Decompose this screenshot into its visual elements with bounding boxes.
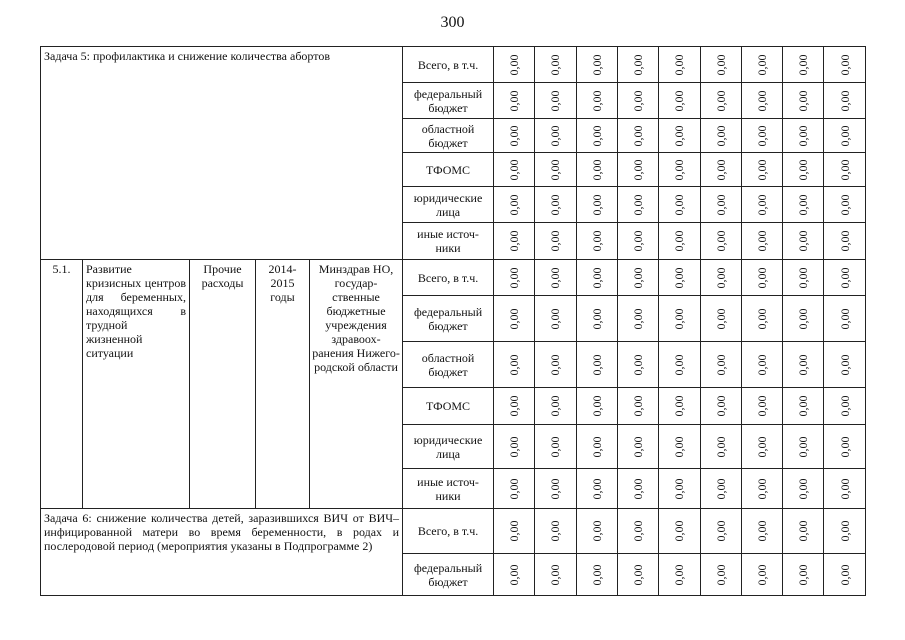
amount-value: 0,00: [507, 308, 522, 329]
amount-cell: [494, 119, 535, 153]
amount-value: 0,00: [589, 267, 604, 288]
amount-value: 0,00: [837, 564, 852, 585]
amount-cell: [535, 153, 576, 187]
amount-value: 0,00: [754, 54, 769, 75]
amount-cell: [576, 83, 617, 119]
amount-cell: [576, 260, 617, 296]
amount-value: 0,00: [754, 90, 769, 111]
amount-value: 0,00: [713, 395, 728, 417]
amount-cell: [824, 469, 865, 509]
amount-cell: [700, 187, 741, 223]
amount-value: 0,00: [507, 194, 522, 215]
amount-cell: [576, 425, 617, 469]
amount-cell: [535, 47, 576, 83]
amount-cell: [617, 187, 658, 223]
amount-cell: [700, 554, 741, 596]
amount-cell: [783, 153, 824, 187]
amount-cell: [783, 509, 824, 554]
amount-value: 0,00: [796, 230, 811, 252]
amount-cell: [659, 425, 700, 469]
funding-source: федеральный бюджет: [403, 554, 494, 596]
amount-value: 0,00: [837, 194, 852, 215]
amount-cell: [494, 388, 535, 425]
amount-cell: [700, 47, 741, 83]
amount-cell: [659, 47, 700, 83]
amount-value: 0,00: [548, 308, 563, 329]
amount-cell: [824, 187, 865, 223]
amount-value: 0,00: [589, 520, 604, 542]
amount-value: 0,00: [631, 267, 646, 288]
amount-value: 0,00: [548, 54, 563, 75]
amount-value: 0,00: [796, 520, 811, 542]
amount-value: 0,00: [631, 230, 646, 252]
amount-value: 0,00: [589, 478, 604, 499]
amount-value: 0,00: [507, 159, 522, 180]
amount-value: 0,00: [837, 159, 852, 180]
amount-cell: [824, 388, 865, 425]
amount-cell: [576, 469, 617, 509]
amount-cell: [576, 187, 617, 223]
amount-value: 0,00: [589, 564, 604, 585]
amount-value: 0,00: [589, 194, 604, 215]
amount-value: 0,00: [754, 308, 769, 329]
item-name: Развитие кризисных центров для беременных, находящихся в трудной жизненной ситуации: [83, 260, 190, 509]
funding-source: областной бюджет: [403, 119, 494, 153]
funding-source: иные источ-ники: [403, 469, 494, 509]
amount-cell: [783, 83, 824, 119]
amount-cell: [783, 554, 824, 596]
amount-value: 0,00: [754, 354, 769, 375]
amount-cell: [824, 509, 865, 554]
amount-value: 0,00: [589, 395, 604, 417]
amount-value: 0,00: [507, 230, 522, 252]
amount-cell: [783, 425, 824, 469]
funding-source: юридические лица: [403, 187, 494, 223]
amount-value: 0,00: [754, 564, 769, 585]
amount-cell: [617, 153, 658, 187]
table-row: [41, 47, 866, 83]
amount-cell: [576, 554, 617, 596]
amount-value: 0,00: [631, 520, 646, 542]
amount-value: 0,00: [672, 395, 687, 417]
amount-cell: [741, 469, 782, 509]
amount-value: 0,00: [548, 478, 563, 499]
amount-value: 0,00: [713, 520, 728, 542]
amount-value: 0,00: [672, 478, 687, 499]
amount-value: 0,00: [507, 436, 522, 457]
amount-value: 0,00: [672, 54, 687, 75]
amount-value: 0,00: [713, 230, 728, 252]
amount-value: 0,00: [837, 478, 852, 499]
amount-value: 0,00: [672, 159, 687, 180]
amount-cell: [494, 509, 535, 554]
amount-value: 0,00: [631, 194, 646, 215]
amount-value: 0,00: [796, 90, 811, 111]
amount-value: 0,00: [796, 267, 811, 288]
amount-cell: [576, 119, 617, 153]
amount-value: 0,00: [672, 230, 687, 252]
amount-cell: [659, 554, 700, 596]
amount-cell: [576, 153, 617, 187]
amount-cell: [741, 388, 782, 425]
amount-value: 0,00: [837, 436, 852, 457]
amount-cell: [824, 296, 865, 342]
amount-value: 0,00: [754, 478, 769, 499]
amount-cell: [783, 296, 824, 342]
amount-value: 0,00: [713, 267, 728, 288]
amount-value: 0,00: [672, 90, 687, 111]
amount-cell: [494, 187, 535, 223]
amount-cell: [659, 187, 700, 223]
amount-value: 0,00: [713, 308, 728, 329]
funding-source: Всего, в т.ч.: [403, 260, 494, 296]
amount-cell: [535, 223, 576, 260]
amount-value: 0,00: [754, 125, 769, 146]
amount-cell: [741, 509, 782, 554]
amount-cell: [700, 223, 741, 260]
amount-value: 0,00: [837, 395, 852, 417]
amount-cell: [741, 260, 782, 296]
amount-cell: [659, 83, 700, 119]
amount-cell: [824, 153, 865, 187]
amount-cell: [741, 223, 782, 260]
amount-cell: [700, 83, 741, 119]
amount-cell: [783, 260, 824, 296]
amount-cell: [700, 296, 741, 342]
amount-cell: [535, 469, 576, 509]
amount-value: 0,00: [713, 54, 728, 75]
amount-value: 0,00: [796, 194, 811, 215]
executor: Минздрав НО, государ-ственные бюджетные учреждения здравоох-ранения Нижего-родской области: [310, 260, 403, 509]
amount-value: 0,00: [796, 125, 811, 146]
amount-value: 0,00: [837, 520, 852, 542]
amount-value: 0,00: [713, 564, 728, 585]
amount-value: 0,00: [589, 159, 604, 180]
amount-cell: [576, 223, 617, 260]
amount-cell: [783, 47, 824, 83]
amount-value: 0,00: [548, 194, 563, 215]
amount-value: 0,00: [754, 159, 769, 180]
amount-value: 0,00: [754, 436, 769, 457]
funding-source: Всего, в т.ч.: [403, 47, 494, 83]
amount-cell: [741, 296, 782, 342]
amount-value: 0,00: [548, 564, 563, 585]
amount-cell: [576, 296, 617, 342]
amount-cell: [741, 187, 782, 223]
amount-cell: [700, 119, 741, 153]
amount-value: 0,00: [796, 54, 811, 75]
amount-cell: [659, 342, 700, 388]
amount-value: 0,00: [713, 478, 728, 499]
amount-value: 0,00: [548, 90, 563, 111]
amount-value: 0,00: [631, 159, 646, 180]
amount-value: 0,00: [507, 54, 522, 75]
amount-cell: [617, 509, 658, 554]
amount-value: 0,00: [548, 159, 563, 180]
amount-cell: [659, 296, 700, 342]
amount-value: 0,00: [796, 436, 811, 457]
amount-cell: [824, 425, 865, 469]
expense-type: Прочие расходы: [190, 260, 256, 509]
amount-value: 0,00: [837, 354, 852, 375]
amount-cell: [494, 47, 535, 83]
amount-value: 0,00: [631, 354, 646, 375]
amount-cell: [535, 296, 576, 342]
amount-value: 0,00: [672, 308, 687, 329]
amount-value: 0,00: [631, 395, 646, 417]
amount-value: 0,00: [548, 436, 563, 457]
amount-value: 0,00: [672, 194, 687, 215]
amount-value: 0,00: [837, 308, 852, 329]
amount-value: 0,00: [713, 436, 728, 457]
amount-value: 0,00: [548, 125, 563, 146]
amount-cell: [824, 47, 865, 83]
period: 2014-2015 годы: [256, 260, 310, 509]
page-number: 300: [440, 14, 465, 31]
amount-value: 0,00: [672, 354, 687, 375]
amount-cell: [741, 342, 782, 388]
amount-cell: [494, 260, 535, 296]
amount-cell: [659, 469, 700, 509]
amount-cell: [494, 469, 535, 509]
table-row: [41, 509, 866, 554]
table-row: [41, 260, 866, 296]
amount-cell: [576, 47, 617, 83]
amount-value: 0,00: [754, 267, 769, 288]
amount-cell: [824, 554, 865, 596]
amount-value: 0,00: [796, 308, 811, 329]
funding-source: федеральный бюджет: [403, 296, 494, 342]
amount-cell: [741, 83, 782, 119]
amount-cell: [659, 260, 700, 296]
amount-cell: [783, 119, 824, 153]
amount-cell: [700, 342, 741, 388]
amount-cell: [494, 153, 535, 187]
amount-cell: [824, 223, 865, 260]
amount-value: 0,00: [507, 125, 522, 146]
amount-value: 0,00: [713, 125, 728, 146]
amount-value: 0,00: [672, 267, 687, 288]
amount-cell: [700, 153, 741, 187]
amount-value: 0,00: [589, 308, 604, 329]
amount-cell: [824, 260, 865, 296]
amount-value: 0,00: [548, 267, 563, 288]
amount-cell: [617, 47, 658, 83]
amount-value: 0,00: [837, 125, 852, 146]
amount-value: 0,00: [548, 230, 563, 252]
amount-cell: [576, 388, 617, 425]
amount-cell: [700, 469, 741, 509]
amount-cell: [617, 469, 658, 509]
amount-value: 0,00: [672, 520, 687, 542]
funding-source: ТФОМС: [403, 153, 494, 187]
amount-value: 0,00: [754, 194, 769, 215]
amount-cell: [783, 342, 824, 388]
amount-value: 0,00: [631, 54, 646, 75]
amount-value: 0,00: [631, 308, 646, 329]
amount-value: 0,00: [507, 90, 522, 111]
amount-value: 0,00: [507, 395, 522, 417]
amount-value: 0,00: [754, 395, 769, 417]
amount-cell: [535, 83, 576, 119]
amount-cell: [659, 388, 700, 425]
amount-value: 0,00: [672, 125, 687, 146]
amount-cell: [700, 260, 741, 296]
amount-cell: [535, 554, 576, 596]
amount-cell: [783, 187, 824, 223]
amount-cell: [535, 509, 576, 554]
amount-value: 0,00: [631, 436, 646, 457]
amount-value: 0,00: [837, 90, 852, 111]
funding-source: Всего, в т.ч.: [403, 509, 494, 554]
amount-cell: [535, 119, 576, 153]
amount-value: 0,00: [548, 354, 563, 375]
amount-cell: [617, 425, 658, 469]
amount-value: 0,00: [589, 90, 604, 111]
amount-value: 0,00: [796, 478, 811, 499]
amount-value: 0,00: [589, 354, 604, 375]
funding-source: ТФОМС: [403, 388, 494, 425]
amount-cell: [741, 119, 782, 153]
amount-cell: [494, 83, 535, 119]
amount-value: 0,00: [631, 125, 646, 146]
amount-value: 0,00: [837, 267, 852, 288]
amount-cell: [783, 223, 824, 260]
amount-cell: [535, 425, 576, 469]
amount-cell: [535, 388, 576, 425]
amount-value: 0,00: [507, 267, 522, 288]
amount-cell: [494, 223, 535, 260]
amount-value: 0,00: [507, 520, 522, 542]
amount-value: 0,00: [837, 230, 852, 252]
amount-value: 0,00: [589, 54, 604, 75]
amount-cell: [617, 119, 658, 153]
amount-value: 0,00: [754, 230, 769, 252]
amount-value: 0,00: [589, 230, 604, 252]
amount-cell: [617, 554, 658, 596]
amount-value: 0,00: [631, 478, 646, 499]
amount-cell: [659, 119, 700, 153]
amount-value: 0,00: [713, 354, 728, 375]
task-6-title: Задача 6: снижение количества детей, заразившихся ВИЧ от ВИЧ–инфицированной матери во время беременности, в родах и послеродовой период (мероприятия указаны в Подпрограмме 2): [41, 509, 403, 596]
amount-cell: [783, 469, 824, 509]
amount-value: 0,00: [713, 90, 728, 111]
amount-value: 0,00: [507, 478, 522, 499]
amount-cell: [617, 342, 658, 388]
amount-value: 0,00: [507, 354, 522, 375]
amount-value: 0,00: [672, 564, 687, 585]
amount-cell: [617, 260, 658, 296]
amount-value: 0,00: [589, 436, 604, 457]
budget-table: [40, 46, 866, 596]
amount-cell: [741, 153, 782, 187]
amount-cell: [741, 47, 782, 83]
amount-value: 0,00: [754, 520, 769, 542]
amount-cell: [617, 223, 658, 260]
amount-value: 0,00: [631, 564, 646, 585]
amount-cell: [494, 296, 535, 342]
amount-value: 0,00: [837, 54, 852, 75]
amount-value: 0,00: [713, 194, 728, 215]
amount-cell: [824, 342, 865, 388]
amount-value: 0,00: [672, 436, 687, 457]
amount-cell: [659, 153, 700, 187]
amount-cell: [824, 119, 865, 153]
amount-value: 0,00: [796, 159, 811, 180]
amount-cell: [824, 83, 865, 119]
amount-cell: [617, 388, 658, 425]
amount-value: 0,00: [507, 564, 522, 585]
amount-value: 0,00: [796, 564, 811, 585]
amount-cell: [741, 425, 782, 469]
funding-source: федеральный бюджет: [403, 83, 494, 119]
funding-source: областной бюджет: [403, 342, 494, 388]
amount-cell: [494, 554, 535, 596]
amount-cell: [659, 223, 700, 260]
amount-cell: [576, 342, 617, 388]
task-5-title: Задача 5: профилактика и снижение количества абортов: [41, 47, 403, 260]
amount-cell: [700, 388, 741, 425]
amount-cell: [535, 342, 576, 388]
amount-cell: [617, 83, 658, 119]
amount-value: 0,00: [631, 90, 646, 111]
amount-cell: [576, 509, 617, 554]
amount-value: 0,00: [548, 520, 563, 542]
amount-cell: [535, 260, 576, 296]
amount-cell: [741, 554, 782, 596]
amount-value: 0,00: [548, 395, 563, 417]
amount-cell: [494, 342, 535, 388]
amount-value: 0,00: [796, 354, 811, 375]
funding-source: юридические лица: [403, 425, 494, 469]
amount-cell: [700, 425, 741, 469]
item-number: 5.1.: [41, 260, 83, 509]
amount-value: 0,00: [796, 395, 811, 417]
amount-cell: [700, 509, 741, 554]
funding-source: иные источ-ники: [403, 223, 494, 260]
amount-cell: [535, 187, 576, 223]
amount-cell: [783, 388, 824, 425]
amount-cell: [494, 425, 535, 469]
amount-cell: [617, 296, 658, 342]
amount-cell: [659, 509, 700, 554]
amount-value: 0,00: [589, 125, 604, 146]
amount-value: 0,00: [713, 159, 728, 180]
